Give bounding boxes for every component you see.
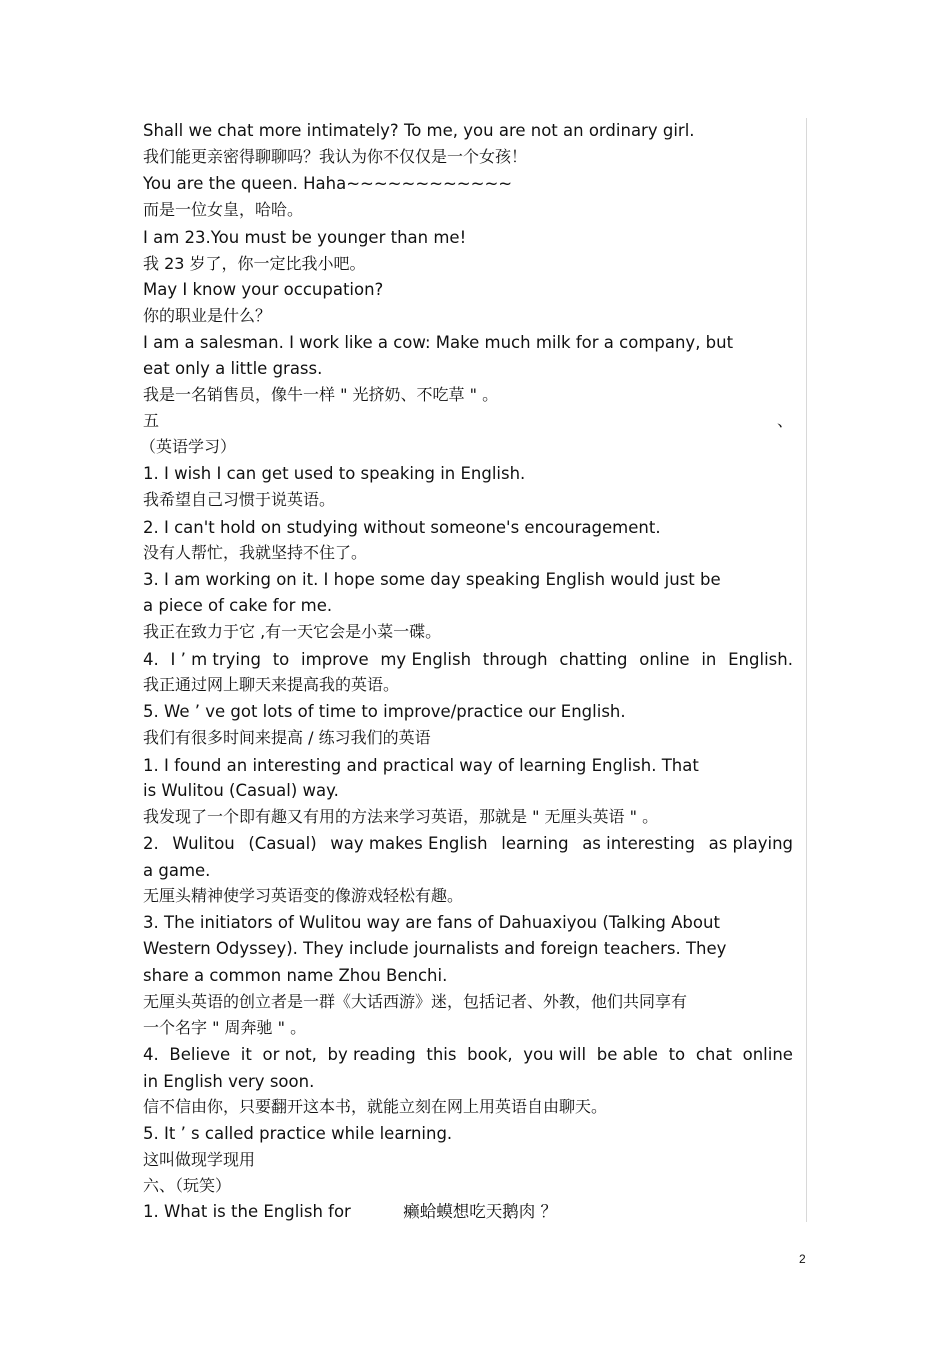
text-line: 2. I can't hold on studying without someone's encouragement. [143,518,661,537]
text-line: I am 23.You must be younger than me! [143,228,467,247]
text-line: a game. [143,861,211,880]
text-line: 我发现了一个即有趣又有用的方法来学习英语，那就是 " 无厘头英语 " 。 [143,807,659,826]
word: 4. [143,1045,159,1064]
word: this [426,1045,457,1064]
word: English. [728,650,793,669]
section-heading: （英语学习） [140,437,237,456]
word: online [639,650,690,669]
text-line: is Wulitou (Casual) way. [143,781,339,800]
text-line: in English very soon. [143,1072,315,1091]
word: chatting [559,650,628,669]
text-line: You are the queen. Haha~~~~~~~~~~~~ [143,174,513,193]
text-line: 我正在致力于它 ,有一天它会是小菜一碟。 [143,622,442,641]
word: I ’ m trying [170,650,261,669]
justified-line [143,650,793,670]
text-line: 你的职业是什么？ [143,306,272,325]
text-line: 5. We ’ ve got lots of time to improve/practice our English. [143,702,626,721]
word: my English [380,650,472,669]
text-line: I am a salesman. I work like a cow: Make much milk for a company, but [143,333,734,352]
text-line: 一个名字 " 周奔驰 " 。 [143,1018,307,1037]
word: be able [596,1045,658,1064]
justified-line [143,1045,793,1065]
text-line: 而是一位女皇，哈哈。 [143,200,304,219]
section-number: 五 [143,411,160,430]
text-line: 我希望自己习惯于说英语。 [143,490,336,509]
word: 2. [143,834,159,853]
text-line: 我 23 岁了，你一定比我小吧。 [143,254,366,273]
word: learning [501,834,569,853]
word: way makes English [330,834,488,853]
text-line: 我正通过网上聊天来提高我的英语。 [143,675,400,694]
text-line: 我们有很多时间来提高 / 练习我们的英语 [143,728,431,747]
text-line: 3. The initiators of Wulitou way are fans of Dahuaxiyou (Talking About [143,913,720,932]
justified-line [143,834,793,854]
word: or not, [262,1045,317,1064]
text-line: 1. What is the English for 癞蛤蟆想吃天鹅肉 ？ [143,1202,558,1221]
page-number: 2 [799,1252,806,1266]
text-line: eat only a little grass. [143,359,323,378]
word: as playing [708,834,793,853]
word: it [240,1045,252,1064]
word: online [742,1045,793,1064]
text-line: 信不信由你，只要翻开这本书，就能立刻在网上用英语自由聊天。 [143,1097,608,1116]
word: Wulitou [172,834,235,853]
text-line: 5. It ’ s called practice while learning. [143,1124,453,1143]
word: 4. [143,650,159,669]
text-line: 没有人帮忙，我就坚持不住了。 [143,543,368,562]
word: you will [523,1045,587,1064]
word: book, [467,1045,513,1064]
text-line: a piece of cake for me. [143,596,333,615]
text-line: May I know your occupation? [143,280,384,299]
text-line: share a common name Zhou Benchi. [143,966,448,985]
margin-rule [806,118,807,1222]
text-line: Shall we chat more intimately? To me, you are not an ordinary girl. [143,121,695,140]
word: chat [695,1045,732,1064]
word: through [482,650,548,669]
word: (Casual) [248,834,317,853]
word: to [668,1045,686,1064]
text-line: 这叫做现学现用 [143,1150,256,1169]
word: by reading [327,1045,416,1064]
text-line: 3. I am working on it. I hope some day speaking English would just be [143,570,721,589]
word: in [701,650,717,669]
text-line: 1. I wish I can get used to speaking in English. [143,464,526,483]
section-heading: 六、（玩笑） [143,1176,232,1195]
word: Believe [169,1045,231,1064]
text-line: Western Odyssey). They include journalists and foreign teachers. They [143,939,727,958]
text-line: 我是一名销售员，像牛一样 " 光挤奶、不吃草 " 。 [143,385,499,404]
word: as interesting [582,834,695,853]
text-line: 1. I found an interesting and practical way of learning English. That [143,756,699,775]
text-line: 无厘头英语的创立者是一群《大话西游》迷，包括记者、外教，他们共同享有 [143,992,688,1011]
text-line: 我们能更亲密得聊聊吗？我认为你不仅仅是一个女孩！ [143,147,528,166]
word: to [272,650,290,669]
word: improve [301,650,369,669]
section-mark: 、 [777,411,794,430]
text-line: 无厘头精神使学习英语变的像游戏轻松有趣。 [143,886,464,905]
